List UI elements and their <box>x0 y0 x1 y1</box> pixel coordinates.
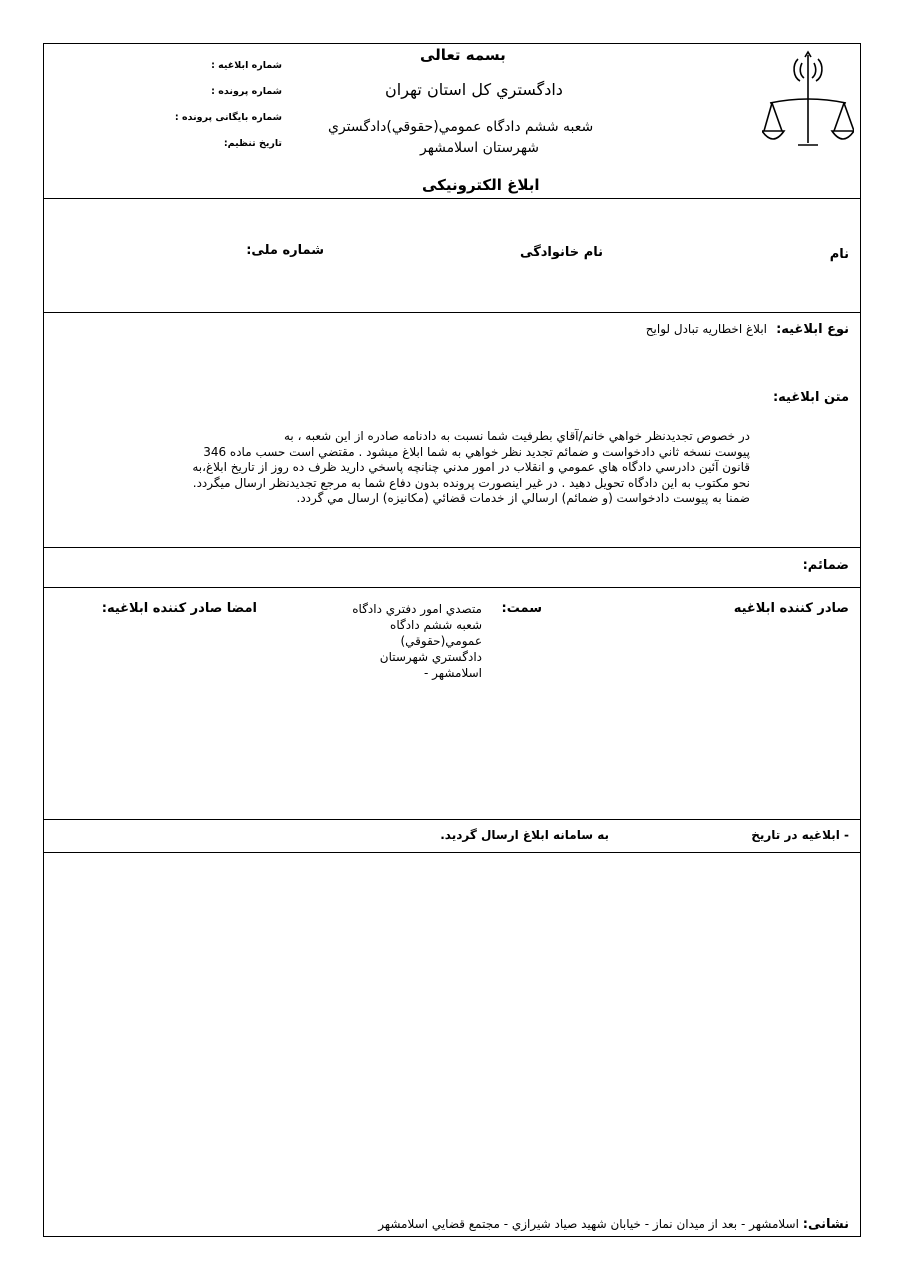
notice-text-line: در خصوص تجديدنظر خواهي خانم/آقاي بطرفيت شما نسبت به دادنامه صادره از اين شعبه ، به <box>283 429 750 443</box>
position-value <box>340 601 482 681</box>
notice-number-label: شماره ابلاغيه : <box>211 60 282 71</box>
attachments-label: ضمائم: <box>802 558 849 573</box>
notice-text-line: ضمنا به پيوست دادخواست (و ضمائم) ارسالي از خدمات قضائي (مكانيزه) ارسال مي گردد. <box>296 491 750 505</box>
delivery-date-label: - ابلاغيه در تاريخ <box>751 828 849 842</box>
divider <box>43 852 861 853</box>
divider <box>43 312 861 313</box>
position-line: عمومي(حقوقي) <box>400 634 482 648</box>
recipient-national-id-label: شماره ملی: <box>246 243 324 258</box>
notice-text-line: پيوست نسخه ثاني دادخواست و ضمائم تجديد نظر خواهي به شما ابلاغ ميشود . مقتضي است حسب ماده 346 <box>203 444 750 459</box>
issuer-signature-label: امضا صادر کننده ابلاغيه: <box>101 601 257 616</box>
notice-type-value: ابلاغ اخطاريه تبادل لوايح <box>645 322 767 336</box>
issue-date-label: تاريخ تنظيم: <box>223 138 282 149</box>
position-line: دادگستري شهرستان <box>379 650 482 664</box>
case-number-label: شماره پرونده : <box>211 86 282 97</box>
document-title: ابلاغ الکترونيکی <box>422 176 540 194</box>
address-label: نشانی: <box>802 1217 849 1232</box>
judiciary-emblem-icon <box>762 47 854 155</box>
divider <box>43 198 861 199</box>
notice-text-body <box>86 429 750 507</box>
invocation-title: بسمه تعالی <box>420 46 506 64</box>
position-line: اسلامشهر - <box>424 666 482 680</box>
notice-text-line: نحو مكتوب به اين دادگاه تحويل دهيد . در غير اينصورت پرونده بدون دفاع شما به مرجع تجديدنظر ارسال ميگردد. <box>192 475 750 490</box>
divider <box>43 819 861 820</box>
address <box>378 1217 849 1232</box>
notice-text-line: قانون آئين دادرسي دادگاه هاي عمومي و انقلاب در امور مدني چنانچه پاسخي داريد ظرف ده روز از تاريخ ابلاغ،به <box>192 460 750 474</box>
delivery-status-text: به سامانه ابلاغ ارسال گرديد. <box>440 828 609 842</box>
recipient-name-label: نام <box>829 247 849 262</box>
organization-name: دادگستري کل استان تهران <box>385 80 563 99</box>
recipient-family-label: نام خانوادگی <box>520 245 603 260</box>
issuer-label: صادر کننده ابلاغيه <box>733 601 849 616</box>
address-value: اسلامشهر - بعد از ميدان نماز - خيابان شهيد صياد شيرازي - مجتمع قضايي اسلامشهر <box>378 1217 799 1231</box>
position-line: شعبه ششم دادگاه <box>390 618 482 632</box>
position-line: متصدي امور دفتري دادگاه <box>352 602 482 616</box>
archive-number-label: شماره بايگانی پرونده : <box>174 112 282 123</box>
notice-text-label: متن ابلاغيه: <box>772 390 849 405</box>
divider <box>43 547 861 548</box>
notice-type-label: نوع ابلاغيه: <box>776 322 849 337</box>
branch-name-line2: شهرستان اسلامشهر <box>420 140 539 156</box>
position-label: سمت: <box>501 601 542 616</box>
divider <box>43 587 861 588</box>
branch-name-line1: شعبه ششم دادگاه عمومي(حقوقي)دادگستري <box>328 119 594 135</box>
